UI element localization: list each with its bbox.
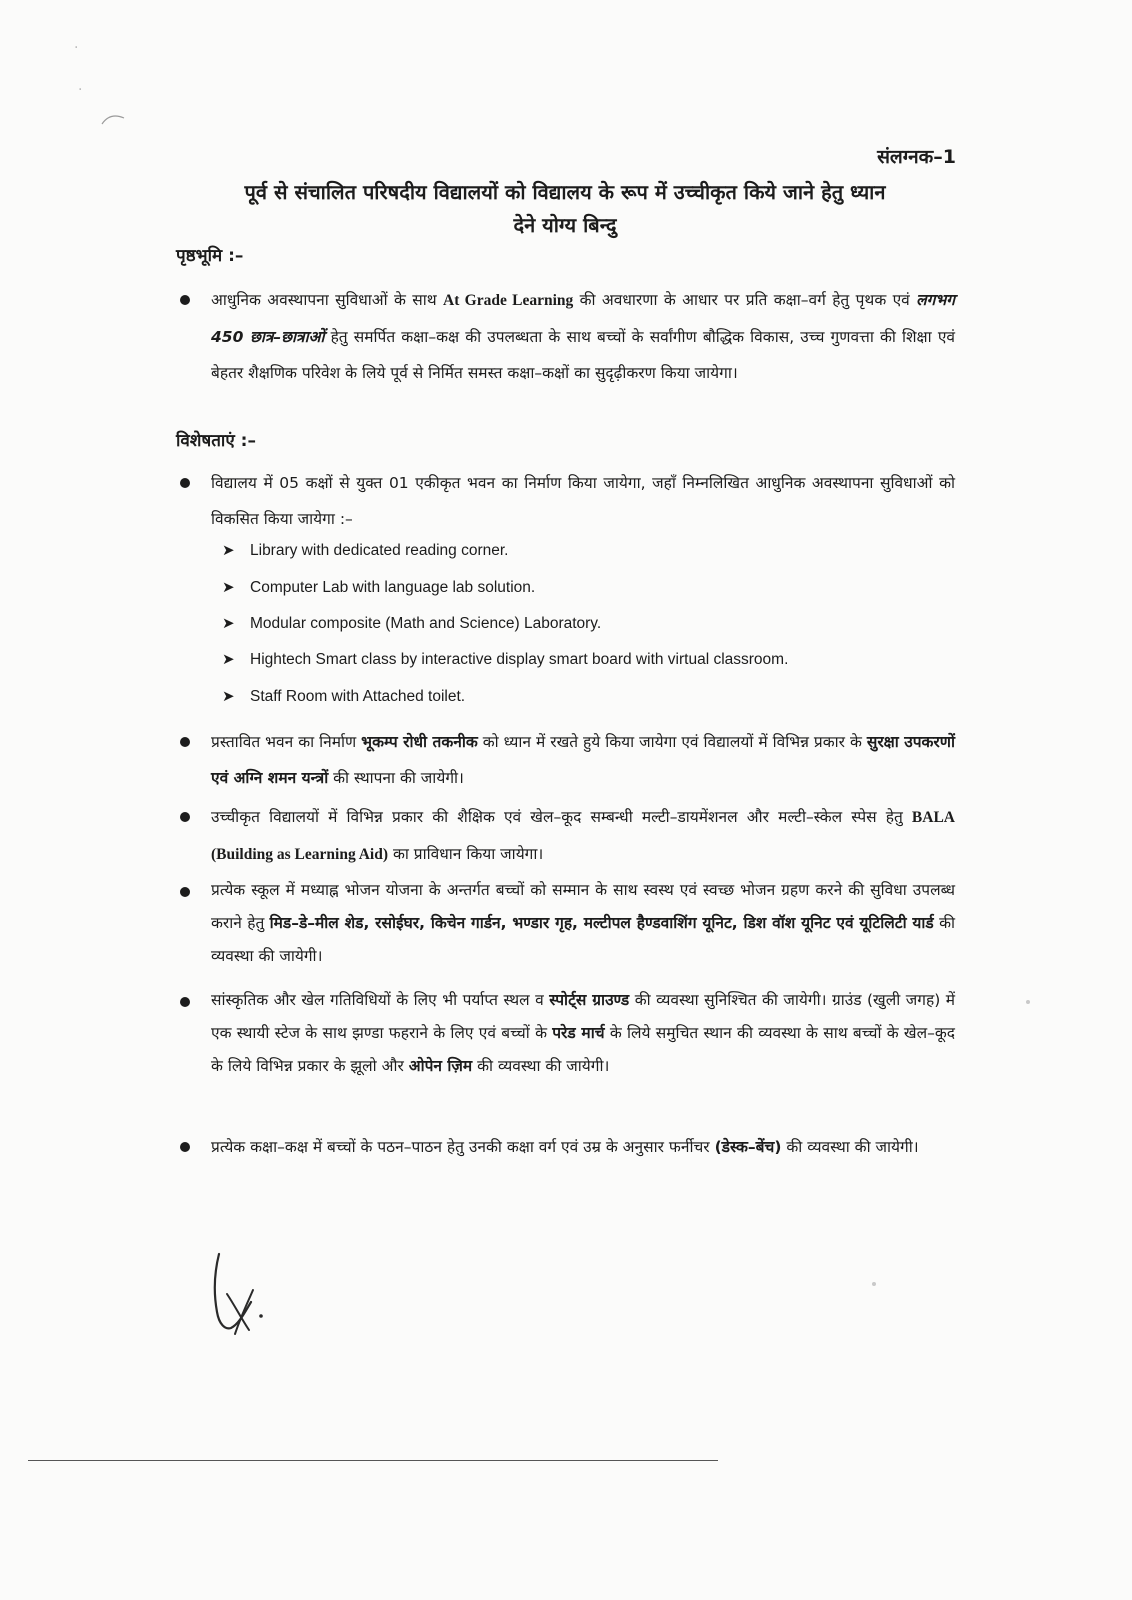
text-run: की व्यवस्था सुनिश्चित की जायेगी। ग्राउंड (खुली जगह) में एक स्थायी स्टेज के साथ झण्डा फहराने के लिए एवं बच्चों के (211, 991, 955, 1042)
facility-label: Staff Room with Attached toilet. (250, 688, 466, 705)
scan-dot (872, 1282, 876, 1286)
arrow-bullet-icon: ➤ (222, 579, 235, 596)
bullet-icon (180, 1142, 190, 1152)
title-line-2: देने योग्य बिन्दु (513, 213, 617, 237)
feature-2 (211, 724, 955, 796)
text-run: को ध्यान में रखते हुये किया जायेगा एवं विद्यालयों में विभिन्न प्रकार के (477, 733, 867, 751)
text-run: उच्चीकृत विद्यालयों में विभिन्न प्रकार की शैक्षिक एवं खेल–कूद सम्बन्धी मल्टी–डायमेंशनल और मल्टी–स्केल स्पेस हेतु (211, 808, 912, 826)
text-run: हेतु समर्पित कक्षा–कक्ष की उपलब्धता के साथ बच्चों के सर्वांगीण बौद्धिक विकास, उच्च गुणवत्ता की शिक्षा एवं बेहतर शैक्षणिक परिवेश के लिये पूर्व से निर्मित समस्त कक्षा–कक्षों का सुदृढ़ीकरण किया जायेगा। (211, 328, 956, 382)
facility-item (222, 578, 535, 597)
text-run: प्रत्येक कक्षा–कक्ष में बच्चों के पठन–पाठन हेतु उनकी कक्षा वर्ग एवं उम्र के अनुसार फर्नीचर (211, 1138, 715, 1156)
facility-item (222, 541, 508, 560)
scan-mark: · (78, 82, 83, 98)
text-run: के लिये समुचित स्थान की व्यवस्था के साथ बच्चों के खेल–कूद के लिये विभिन्न प्रकार के झूलो और (211, 1024, 955, 1075)
bullet-icon (180, 887, 190, 897)
text-run: की स्थापना की जायेगी। (328, 769, 464, 787)
feature-3 (211, 799, 955, 873)
text-run: सांस्कृतिक और खेल गतिविधियों के लिए भी पर्याप्त स्थल व (211, 991, 550, 1009)
text-run-bold: BALA (Building as Learning Aid) (211, 809, 955, 863)
bullet-icon (180, 737, 190, 747)
text-run: का प्राविधान किया जायेगा। (388, 845, 544, 863)
facility-label: Computer Lab with language lab solution. (250, 579, 536, 596)
text-run: की व्यवस्था की जायेगी। (472, 1057, 610, 1075)
arrow-bullet-icon: ➤ (222, 651, 235, 668)
scan-dot (1026, 1000, 1030, 1004)
text-run: आधुनिक अवस्थापना सुविधाओं के साथ (211, 291, 443, 309)
scan-arc-icon (100, 110, 130, 130)
scan-mark: · (74, 40, 79, 56)
text-run-bold: भूकम्प रोधी तकनीक (361, 733, 478, 751)
text-run: की व्यवस्था की जायेगी। (211, 914, 955, 965)
feature-6 (211, 1129, 955, 1165)
facility-item (222, 687, 465, 706)
footer-divider (28, 1460, 718, 1461)
signature-icon (205, 1250, 275, 1340)
annexure-label: संलग्नक–1 (877, 146, 956, 168)
features-heading: विशेषताएं :– (176, 431, 256, 451)
text-run-bold: ओपेन ज़िम (408, 1057, 473, 1075)
bullet-icon (180, 812, 190, 822)
text-run: की व्यवस्था की जायेगी। (781, 1138, 919, 1156)
text-run-bold: At Grade Learning (443, 292, 574, 309)
feature-1: विद्यालय में 05 कक्षों से युक्त 01 एकीकृत भवन का निर्माण किया जायेगा, जहाँ निम्नलिखित आधुनिक अवस्थापना सुविधाओं को विकसित किया जायेगा :– (211, 474, 955, 528)
bullet-icon (180, 997, 190, 1007)
text-run-bold: स्पोर्ट्स ग्राउण्ड (549, 991, 630, 1009)
background-heading: पृष्ठभूमि :– (176, 246, 244, 266)
arrow-bullet-icon: ➤ (222, 688, 235, 705)
facility-label: Library with dedicated reading corner. (250, 542, 509, 559)
text-run: प्रत्येक स्कूल में मध्याह्न भोजन योजना के अन्तर्गत बच्चों को सम्मान के साथ स्वस्थ एवं स्वच्छ भोजन ग्रहण करने की सुविधा उपलब्ध कराने हेतु (211, 881, 955, 932)
feature-4 (211, 874, 955, 973)
facility-label: Modular composite (Math and Science) Laboratory. (250, 615, 602, 632)
bullet-icon (180, 478, 190, 488)
facility-item (222, 614, 601, 633)
text-run: की अवधारणा के आधार पर प्रति कक्षा–वर्ग हेतु पृथक एवं (573, 291, 917, 309)
arrow-bullet-icon: ➤ (222, 615, 235, 632)
text-run-bold-italic: लगभग 450 छात्र–छात्राओं (211, 291, 955, 346)
arrow-bullet-icon: ➤ (222, 542, 235, 559)
facility-label: Hightech Smart class by interactive display smart board with virtual classroom. (250, 651, 789, 668)
title-line-1: पूर्व से संचालित परिषदीय विद्यालयों को विद्यालय के रूप में उच्चीकृत किये जाने हेतु ध्यान (244, 180, 886, 204)
text-run: प्रस्तावित भवन का निर्माण (211, 733, 362, 751)
text-run-bold: सुरक्षा उपकरणों एवं अग्नि शमन यन्त्रों (211, 733, 955, 787)
facility-item (222, 650, 788, 669)
background-paragraph (211, 282, 955, 391)
text-run-bold: मिड–डे–मील शेड, रसोईघर, किचेन गार्डन, भण्डार गृह, मल्टीपल हैण्डवाशिंग यूनिट, डिश वॉश यूनिट एवं यूटिलिटी यार्ड (269, 914, 934, 932)
text-run-bold: परेड मार्च (552, 1024, 605, 1042)
feature-5 (211, 984, 955, 1083)
bullet-icon (180, 295, 190, 305)
text-run-bold: (डेस्क–बेंच) (714, 1138, 782, 1156)
document-title (170, 176, 960, 242)
